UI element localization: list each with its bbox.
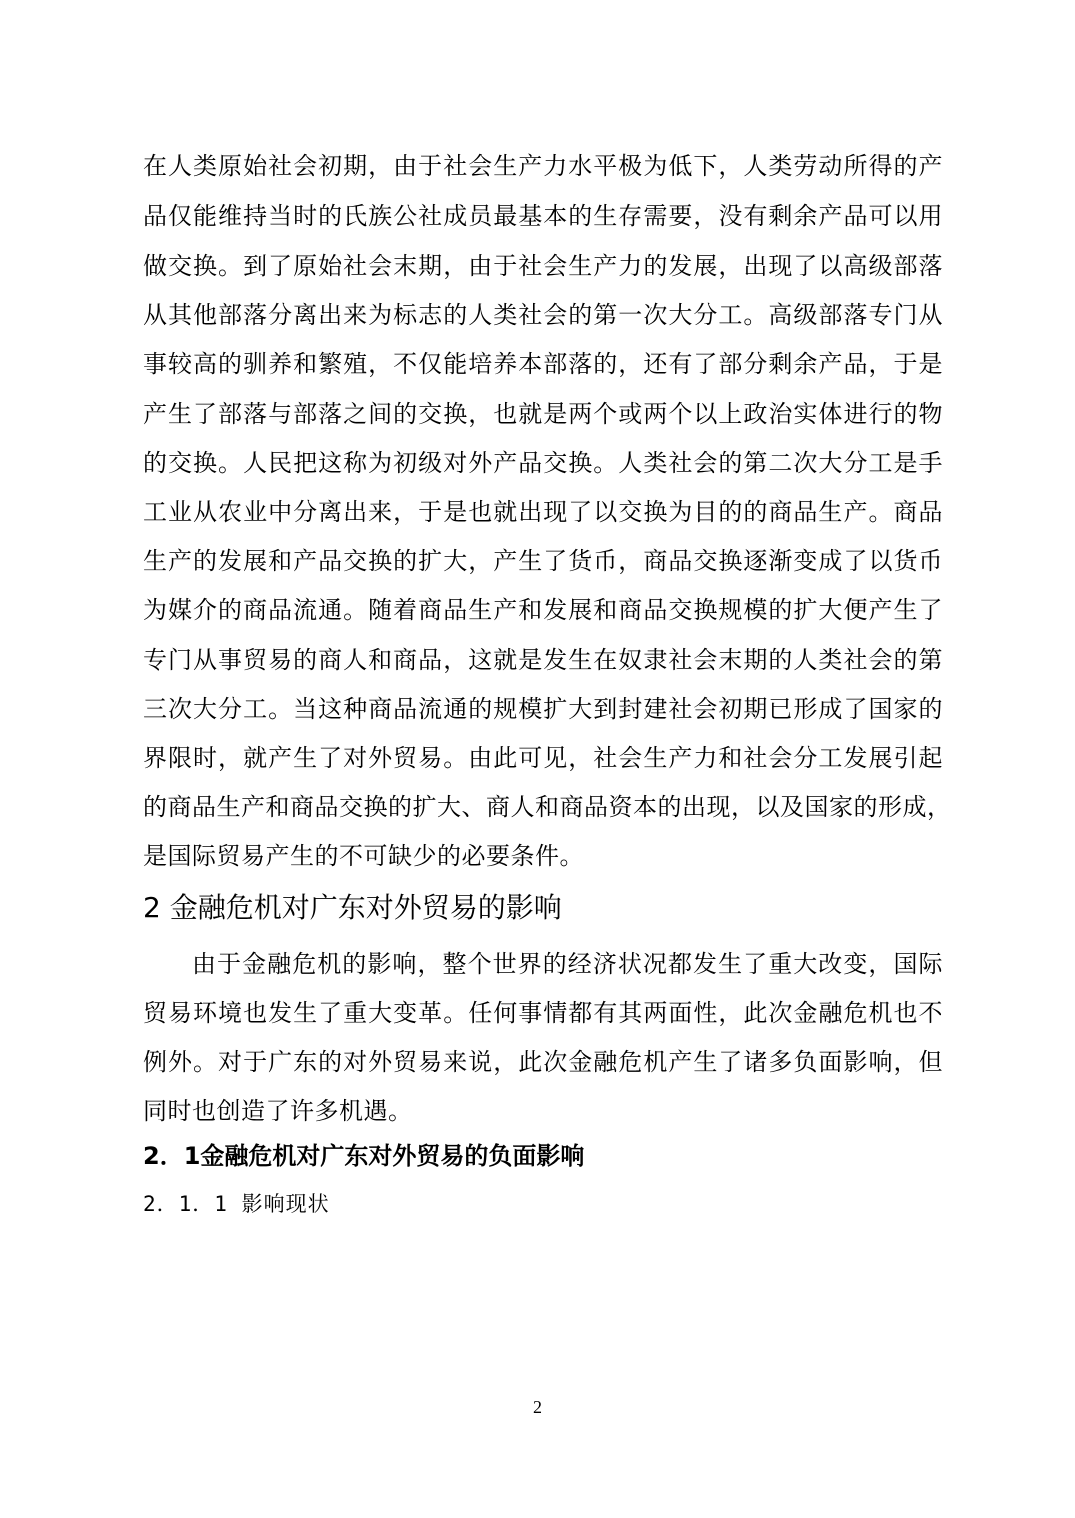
text-line: 品仅能维持当时的氏族公社成员最基本的生存需要，没有剩余产品可以用 xyxy=(143,202,943,230)
text-line: 的商品生产和商品交换的扩大、商人和商品资本的出现，以及国家的形成， xyxy=(143,793,952,821)
page-number: 2 xyxy=(533,1397,542,1417)
text-line: 为媒介的商品流通。随着商品生产和发展和商品交换规模的扩大便产生了 xyxy=(143,596,943,624)
text-line: 贸易环境也发生了重大变革。任何事情都有其两面性，此次金融危机也不 xyxy=(143,999,943,1027)
text-line: 从其他部落分离出来为标志的人类社会的第一次大分工。高级部落专门从 xyxy=(143,301,943,329)
text-line: 事较高的驯养和繁殖，不仅能培养本部落的，还有了部分剩余产品，于是 xyxy=(143,350,943,378)
text-line: 由于金融危机的影响，整个世界的经济状况都发生了重大改变，国际 xyxy=(192,950,943,978)
text-line: 同时也创造了许多机遇。 xyxy=(143,1097,413,1125)
text-line: 做交换。到了原始社会末期，由于社会生产力的发展，出现了以高级部落 xyxy=(143,252,943,280)
text-line: 生产的发展和产品交换的扩大，产生了货币，商品交换逐渐变成了以货币 xyxy=(143,547,943,575)
text-line: 在人类原始社会初期，由于社会生产力水平极为低下，人类劳动所得的产 xyxy=(143,152,943,180)
text-line: 界限时，就产生了对外贸易。由此可见，社会生产力和社会分工发展引起 xyxy=(143,744,943,772)
text-line: 专门从事贸易的商人和商品，这就是发生在奴隶社会末期的人类社会的第 xyxy=(143,646,943,674)
text-line: 三次大分工。当这种商品流通的规模扩大到封建社会初期已形成了国家的 xyxy=(143,695,943,723)
section-heading-2: 2 金融危机对广东对外贸易的影响 xyxy=(143,891,562,924)
section-heading-2-1-1: 2．1．1 影响现状 xyxy=(143,1192,330,1216)
text-line: 是国际贸易产生的不可缺少的必要条件。 xyxy=(143,842,584,870)
text-line: 工业从农业中分离出来，于是也就出现了以交换为目的的商品生产。商品 xyxy=(143,498,943,526)
text-line: 产生了部落与部落之间的交换，也就是两个或两个以上政治实体进行的物 xyxy=(143,400,943,428)
text-line: 例外。对于广东的对外贸易来说，此次金融危机产生了诸多负面影响，但 xyxy=(143,1048,943,1076)
section-heading-2-1: 2．1金融危机对广东对外贸易的负面影响 xyxy=(143,1142,585,1170)
text-line: 的交换。人民把这称为初级对外产品交换。人类社会的第二次大分工是手 xyxy=(143,449,943,477)
